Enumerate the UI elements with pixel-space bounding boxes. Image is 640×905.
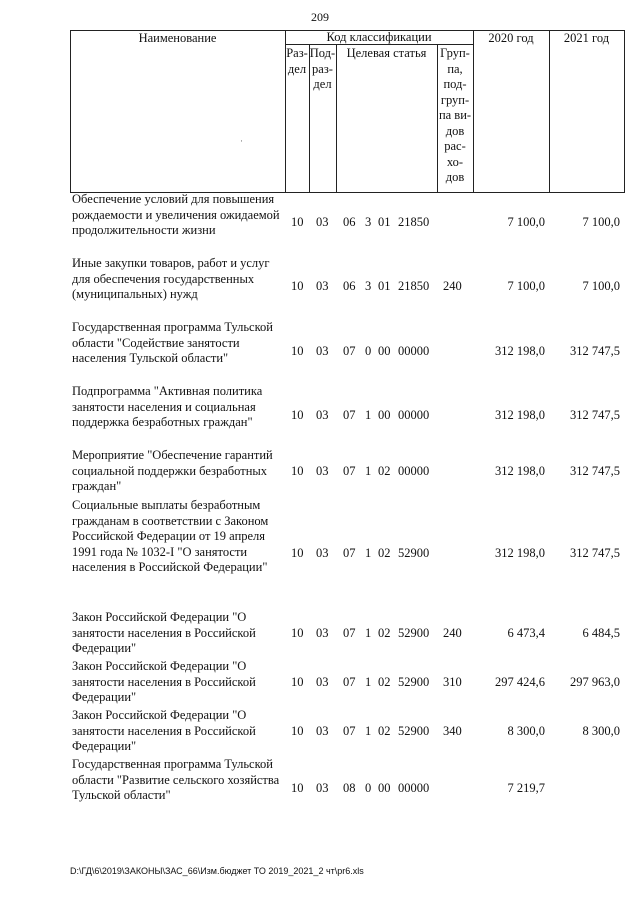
row-amount-2020: 7 100,0	[507, 279, 545, 293]
stray-mark: ·	[240, 136, 243, 146]
row-cs-event: 00	[378, 408, 391, 422]
header-target-item: Целевая статья	[346, 46, 427, 60]
row-cs-program: 07	[343, 675, 356, 689]
row-cs-subprogram: 1	[365, 675, 372, 689]
row-podrazdel: 03	[316, 546, 329, 560]
row-amount-2020: 7 219,7	[507, 781, 545, 795]
row-cs-event: 02	[378, 464, 391, 478]
header-section: Раз- дел	[286, 46, 308, 76]
row-amount-2020: 7 100,0	[507, 215, 545, 229]
row-amount-2021: 297 963,0	[570, 675, 620, 689]
row-razdel: 10	[291, 408, 304, 422]
row-cs-subprogram: 0	[365, 781, 372, 795]
row-podrazdel: 03	[316, 215, 329, 229]
header-code-group: Код классификации	[326, 30, 432, 44]
row-podrazdel: 03	[316, 408, 329, 422]
row-cs-direction: 00000	[398, 344, 430, 358]
row-cs-subprogram: 1	[365, 464, 372, 478]
row-name: Закон Российской Федерации "О занятости населения в Российской Федерации"	[72, 708, 256, 753]
row-razdel: 10	[291, 464, 304, 478]
row-razdel: 10	[291, 626, 304, 640]
row-name: Обеспечение условий для повышения рождаемости и увеличения ожидаемой продолжительности жизни	[72, 192, 280, 237]
row-cs-event: 01	[378, 279, 391, 293]
row-cs-program: 07	[343, 464, 356, 478]
row-razdel: 10	[291, 675, 304, 689]
header-subsection: Под- раз- дел	[309, 46, 336, 91]
row-cs-subprogram: 0	[365, 344, 372, 358]
row-cs-program: 07	[343, 724, 356, 738]
row-cs-subprogram: 3	[365, 215, 372, 229]
row-cs-direction: 00000	[398, 408, 430, 422]
col-divider-podrazdel	[336, 44, 337, 192]
row-cs-direction: 21850	[398, 279, 430, 293]
row-expense-group: 340	[443, 724, 462, 738]
row-amount-2021: 312 747,5	[570, 464, 620, 478]
row-amount-2020: 297 424,6	[495, 675, 545, 689]
row-podrazdel: 03	[316, 675, 329, 689]
row-cs-program: 08	[343, 781, 356, 795]
row-name: Закон Российской Федерации "О занятости населения в Российской Федерации"	[72, 610, 256, 655]
table-left-border	[70, 30, 71, 192]
row-razdel: 10	[291, 279, 304, 293]
row-cs-program: 07	[343, 626, 356, 640]
row-razdel: 10	[291, 781, 304, 795]
row-cs-direction: 52900	[398, 626, 430, 640]
row-cs-program: 06	[343, 279, 356, 293]
row-cs-direction: 52900	[398, 675, 430, 689]
row-cs-subprogram: 3	[365, 279, 372, 293]
row-podrazdel: 03	[316, 279, 329, 293]
row-podrazdel: 03	[316, 781, 329, 795]
row-amount-2020: 6 473,4	[507, 626, 545, 640]
row-razdel: 10	[291, 546, 304, 560]
row-cs-direction: 00000	[398, 464, 430, 478]
row-amount-2020: 8 300,0	[507, 724, 545, 738]
row-cs-direction: 00000	[398, 781, 430, 795]
row-cs-event: 02	[378, 546, 391, 560]
row-razdel: 10	[291, 344, 304, 358]
row-amount-2020: 312 198,0	[495, 546, 545, 560]
page-number: 209	[311, 10, 329, 24]
row-podrazdel: 03	[316, 626, 329, 640]
row-cs-program: 07	[343, 408, 356, 422]
col-divider-group	[473, 30, 474, 192]
row-amount-2021: 7 100,0	[582, 279, 620, 293]
row-name: Государственная программа Тульской области "Развитие сельского хозяйства Тульской области"	[72, 757, 280, 802]
row-podrazdel: 03	[316, 724, 329, 738]
row-podrazdel: 03	[316, 344, 329, 358]
row-expense-group: 310	[443, 675, 462, 689]
row-podrazdel: 03	[316, 464, 329, 478]
table-right-border	[624, 30, 625, 192]
row-cs-event: 02	[378, 675, 391, 689]
header-name: Наименование	[138, 31, 217, 45]
row-cs-subprogram: 1	[365, 626, 372, 640]
row-cs-direction: 21850	[398, 215, 430, 229]
row-cs-program: 07	[343, 344, 356, 358]
row-amount-2021: 6 484,5	[582, 626, 620, 640]
row-name: Закон Российской Федерации "О занятости населения в Российской Федерации"	[72, 659, 256, 704]
row-expense-group: 240	[443, 626, 462, 640]
row-cs-subprogram: 1	[365, 546, 372, 560]
row-cs-direction: 52900	[398, 724, 430, 738]
row-name: Государственная программа Тульской области "Содействие занятости населения Тульской области"	[72, 320, 273, 365]
row-cs-event: 00	[378, 781, 391, 795]
file-path-footer: D:\ГД\6\2019\ЗАКОНЫ\ЗАС_66\Изм.бюджет ТО 2019_2021_2 чт\pr6.xls	[70, 866, 364, 876]
row-cs-event: 02	[378, 626, 391, 640]
row-cs-subprogram: 1	[365, 724, 372, 738]
row-expense-group: 240	[443, 279, 462, 293]
row-cs-event: 00	[378, 344, 391, 358]
row-amount-2020: 312 198,0	[495, 464, 545, 478]
row-amount-2021: 8 300,0	[582, 724, 620, 738]
row-cs-event: 02	[378, 724, 391, 738]
row-amount-2020: 312 198,0	[495, 344, 545, 358]
row-name: Социальные выплаты безработным гражданам в соответствии с Законом Российской Федерации от 19 апреля 1991 года № 1032-I "О занятости населения в Российской Федерации"	[72, 498, 269, 574]
row-razdel: 10	[291, 724, 304, 738]
row-name: Иные закупки товаров, работ и услуг для обеспечения государственных (муниципальных) нужд	[72, 256, 270, 301]
row-amount-2021: 7 100,0	[582, 215, 620, 229]
row-cs-program: 06	[343, 215, 356, 229]
row-cs-subprogram: 1	[365, 408, 372, 422]
row-amount-2021: 312 747,5	[570, 546, 620, 560]
row-name: Мероприятие "Обеспечение гарантий социальной поддержки безработных граждан"	[72, 448, 273, 493]
row-amount-2020: 312 198,0	[495, 408, 545, 422]
row-name: Подпрограмма "Активная политика занятости населения и социальная поддержка безработных граждан"	[72, 384, 263, 429]
row-razdel: 10	[291, 215, 304, 229]
row-cs-program: 07	[343, 546, 356, 560]
row-amount-2021: 312 747,5	[570, 408, 620, 422]
row-amount-2021: 312 747,5	[570, 344, 620, 358]
header-year-2021: 2021 год	[563, 31, 610, 45]
row-cs-direction: 52900	[398, 546, 430, 560]
header-expense-group: Груп- па, под- груп- па ви- дов рас- хо- дов	[438, 46, 472, 184]
col-divider-2020	[549, 30, 550, 192]
header-year-2020: 2020 год	[488, 31, 534, 45]
row-cs-event: 01	[378, 215, 391, 229]
